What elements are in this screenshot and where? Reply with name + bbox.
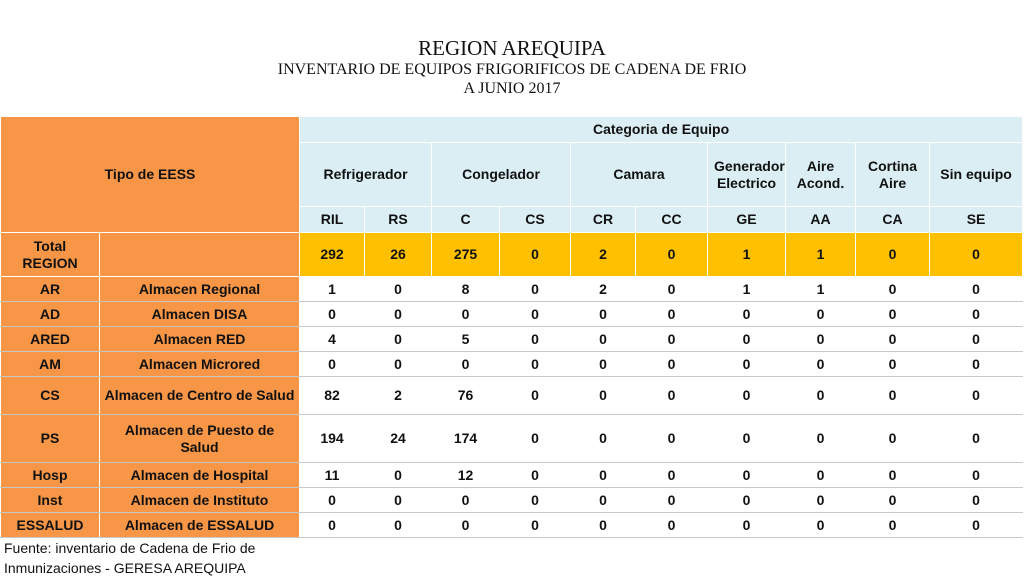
row-value: 0: [856, 415, 930, 463]
row-value: 0: [856, 277, 930, 302]
row-value: 4: [300, 327, 365, 352]
row-value: 0: [856, 463, 930, 488]
row-name: Almacen RED: [100, 327, 300, 352]
row-value: 0: [930, 277, 1023, 302]
row-name: Almacen de Centro de Salud: [100, 377, 300, 415]
total-value: 1: [708, 233, 786, 277]
row-value: 0: [786, 377, 856, 415]
row-value: 0: [708, 327, 786, 352]
type-header: Tipo de EESS: [1, 117, 300, 233]
row-value: 24: [365, 415, 432, 463]
row-value: 0: [365, 513, 432, 538]
row-value: 0: [571, 352, 636, 377]
total-value: 2: [571, 233, 636, 277]
row-value: 0: [636, 327, 708, 352]
row-value: 0: [930, 302, 1023, 327]
row-value: 0: [856, 377, 930, 415]
row-value: 0: [365, 352, 432, 377]
row-code: ESSALUD: [1, 513, 100, 538]
row-value: 0: [636, 352, 708, 377]
row-code: Hosp: [1, 463, 100, 488]
row-code: AR: [1, 277, 100, 302]
table-row: [1, 415, 1023, 463]
row-value: 0: [786, 327, 856, 352]
row-value: 11: [300, 463, 365, 488]
table-row: [1, 513, 1023, 538]
row-value: 0: [636, 488, 708, 513]
group-header-camara: Camara: [571, 143, 708, 207]
group-header-generador: Generador Electrico: [708, 143, 786, 207]
row-code: PS: [1, 415, 100, 463]
row-value: 0: [930, 377, 1023, 415]
row-value: 0: [571, 415, 636, 463]
page-title: REGION AREQUIPA: [418, 36, 606, 60]
table-row: [1, 352, 1023, 377]
group-header-cortina: Cortina Aire: [856, 143, 930, 207]
total-value: 26: [365, 233, 432, 277]
group-header-congelador: Congelador: [432, 143, 571, 207]
row-value: 0: [500, 277, 571, 302]
page-date: A JUNIO 2017: [463, 80, 561, 97]
row-code: ARED: [1, 327, 100, 352]
code-header: CR: [571, 207, 636, 233]
total-value: 292: [300, 233, 365, 277]
source-line-1: Fuente: inventario de Cadena de Frio de: [4, 540, 256, 556]
row-value: 0: [930, 327, 1023, 352]
row-value: 0: [930, 415, 1023, 463]
row-value: 0: [300, 488, 365, 513]
row-value: 194: [300, 415, 365, 463]
row-name: Almacen Regional: [100, 277, 300, 302]
total-value: 0: [856, 233, 930, 277]
row-value: 0: [365, 463, 432, 488]
row-value: 0: [856, 352, 930, 377]
row-name: Almacen DISA: [100, 302, 300, 327]
row-value: 0: [365, 488, 432, 513]
row-value: 8: [432, 277, 500, 302]
group-header-aire: Aire Acond.: [786, 143, 856, 207]
row-value: 12: [432, 463, 500, 488]
group-header-sin-equipo: Sin equipo: [930, 143, 1023, 207]
code-header: CS: [500, 207, 571, 233]
total-label: Total REGION: [1, 233, 100, 277]
total-value: 0: [930, 233, 1023, 277]
row-value: 5: [432, 327, 500, 352]
row-value: 0: [786, 488, 856, 513]
row-value: 174: [432, 415, 500, 463]
row-code: Inst: [1, 488, 100, 513]
row-value: 0: [786, 352, 856, 377]
code-header: CC: [636, 207, 708, 233]
row-value: 0: [571, 463, 636, 488]
category-header: Categoria de Equipo: [300, 117, 1023, 143]
table-row: [1, 377, 1023, 415]
row-value: 0: [856, 488, 930, 513]
row-value: 0: [432, 302, 500, 327]
table-row: [1, 327, 1023, 352]
row-value: 0: [708, 352, 786, 377]
total-value: 1: [786, 233, 856, 277]
row-value: 0: [432, 488, 500, 513]
code-header: CA: [856, 207, 930, 233]
row-name: Almacen de Puesto de Salud: [100, 415, 300, 463]
table-row: [1, 302, 1023, 327]
code-header: GE: [708, 207, 786, 233]
source-note: [4, 538, 255, 578]
source-line-2: Inmunizaciones - GERESA AREQUIPA: [4, 560, 246, 576]
row-value: 0: [708, 488, 786, 513]
row-value: 82: [300, 377, 365, 415]
total-value: 0: [636, 233, 708, 277]
row-value: 0: [365, 327, 432, 352]
row-value: 0: [708, 463, 786, 488]
table-row: [1, 277, 1023, 302]
row-value: 0: [930, 513, 1023, 538]
row-value: 0: [708, 302, 786, 327]
row-value: 0: [636, 302, 708, 327]
row-value: 0: [786, 463, 856, 488]
row-value: 0: [571, 488, 636, 513]
row-value: 0: [300, 352, 365, 377]
row-value: 0: [500, 377, 571, 415]
row-value: 76: [432, 377, 500, 415]
row-value: 0: [708, 513, 786, 538]
row-value: 0: [786, 302, 856, 327]
group-header-refrigerador: Refrigerador: [300, 143, 432, 207]
code-header: AA: [786, 207, 856, 233]
row-code: AM: [1, 352, 100, 377]
row-value: 0: [571, 302, 636, 327]
total-value: 275: [432, 233, 500, 277]
row-value: 0: [856, 302, 930, 327]
row-value: 0: [500, 302, 571, 327]
row-value: 1: [786, 277, 856, 302]
row-value: 0: [500, 488, 571, 513]
row-value: 0: [571, 377, 636, 415]
table-row: [1, 463, 1023, 488]
code-header: RS: [365, 207, 432, 233]
row-value: 0: [432, 513, 500, 538]
row-value: 0: [930, 488, 1023, 513]
row-value: 0: [708, 377, 786, 415]
row-value: 0: [365, 277, 432, 302]
row-value: 0: [856, 513, 930, 538]
total-spacer: [100, 233, 300, 277]
row-value: 0: [708, 415, 786, 463]
row-name: Almacen Microred: [100, 352, 300, 377]
code-header: SE: [930, 207, 1023, 233]
row-value: 0: [571, 513, 636, 538]
row-code: AD: [1, 302, 100, 327]
row-value: 2: [571, 277, 636, 302]
row-value: 0: [500, 327, 571, 352]
row-name: Almacen de ESSALUD: [100, 513, 300, 538]
row-value: 0: [365, 302, 432, 327]
row-value: 0: [786, 513, 856, 538]
row-value: 0: [571, 327, 636, 352]
title-block: [0, 36, 1024, 98]
row-value: 0: [636, 463, 708, 488]
row-value: 0: [500, 352, 571, 377]
row-value: 0: [500, 513, 571, 538]
row-value: 0: [930, 463, 1023, 488]
row-value: 0: [636, 277, 708, 302]
row-value: 1: [708, 277, 786, 302]
row-value: 0: [500, 415, 571, 463]
table-row: [1, 488, 1023, 513]
row-value: 0: [636, 377, 708, 415]
row-value: 0: [786, 415, 856, 463]
row-value: 0: [636, 415, 708, 463]
row-name: Almacen de Instituto: [100, 488, 300, 513]
row-value: 2: [365, 377, 432, 415]
row-code: CS: [1, 377, 100, 415]
row-value: 1: [300, 277, 365, 302]
row-value: 0: [300, 302, 365, 327]
row-value: 0: [856, 327, 930, 352]
row-value: 0: [500, 463, 571, 488]
row-value: 0: [636, 513, 708, 538]
inventory-table: [0, 116, 1023, 538]
row-value: 0: [300, 513, 365, 538]
row-value: 0: [432, 352, 500, 377]
code-header: C: [432, 207, 500, 233]
page-subtitle: INVENTARIO DE EQUIPOS FRIGORIFICOS DE CADENA DE FRIO: [277, 61, 747, 78]
row-value: 0: [930, 352, 1023, 377]
code-header: RIL: [300, 207, 365, 233]
row-name: Almacen de Hospital: [100, 463, 300, 488]
total-value: 0: [500, 233, 571, 277]
